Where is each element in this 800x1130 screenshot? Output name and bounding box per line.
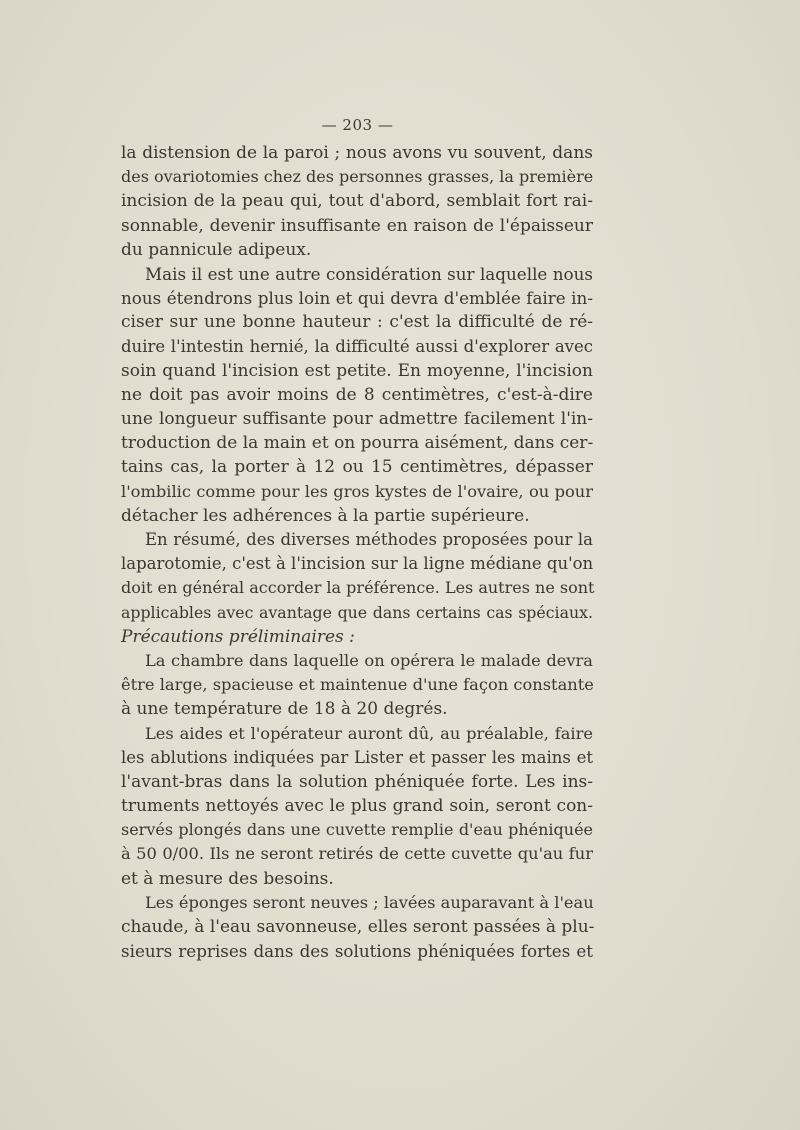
paragraph-start-line: Mais il est une autre considération sur laquelle nous [145, 263, 593, 284]
text-line: des ovariotomies chez des personnes grasses, la première [121, 167, 594, 187]
text-line: ne doit pas avoir moins de 8 centimètres, c'est-à-dire [121, 384, 593, 405]
text-line: l'avant-bras dans la solution phéniquée forte. Les ins- [121, 771, 593, 792]
section-heading: Précautions préliminaires : [121, 626, 355, 647]
text-line: applicables avec avantage que dans certains cas spéciaux. [121, 602, 593, 622]
text-line: sonnable, devenir insuffisante en raison de l'épaisseur [121, 215, 593, 236]
text-line: l'ombilic comme pour les gros kystes de l'ovaire, ou pour [121, 481, 593, 501]
paragraph-start-line: La chambre dans laquelle on opérera le malade devra [145, 650, 593, 670]
body-text [121, 141, 593, 963]
text-line: à 50 0/00. Ils ne seront retirés de cette cuvette qu'au fur [121, 844, 593, 864]
text-line: une longueur suffisante pour admettre facilement l'in- [121, 409, 593, 430]
text-line: incision de la peau qui, tout d'abord, semblait fort rai- [121, 191, 593, 212]
text-line: la distension de la paroi ; nous avons vu souvent, dans [121, 143, 593, 163]
text-line: à une température de 18 à 20 degrés. [121, 699, 448, 720]
text-line: laparotomie, c'est à l'incision sur la ligne médiane qu'on [121, 554, 594, 574]
text-line: troduction de la main et on pourra aisément, dans cer- [121, 433, 594, 454]
text-line: chaude, à l'eau savonneuse, elles seront passées à plu- [121, 917, 595, 937]
text-line: nous étendrons plus loin et qui devra d'emblée faire in- [121, 288, 593, 309]
text-line: servés plongés dans une cuvette remplie d'eau phéniquée [121, 820, 593, 840]
paragraph-start-line: Les éponges seront neuves ; lavées auparavant à l'eau [145, 892, 594, 912]
text-line: truments nettoyés avec le plus grand soin, seront con- [121, 796, 593, 817]
text-line: du pannicule adipeux. [121, 239, 312, 260]
paragraph-start-line: En résumé, des diverses méthodes proposées pour la [145, 530, 593, 549]
text-line: et à mesure des besoins. [121, 868, 334, 889]
paragraph-start-line: Les aides et l'opérateur auront dû, au préalable, faire [145, 723, 593, 743]
text-line: ciser sur une bonne hauteur : c'est la difficulté de ré- [121, 312, 593, 333]
text-line: doit en général accorder la préférence. Les autres ne sont [121, 578, 595, 598]
page-number: — 203 — [321, 116, 394, 134]
text-line: tains cas, la porter à 12 ou 15 centimètres, dépasser [121, 457, 593, 478]
text-line: soin quand l'incision est petite. En moyenne, l'incision [121, 360, 593, 381]
text-line: les ablutions indiquées par Lister et passer les mains et [121, 747, 593, 767]
text-line: détacher les adhérences à la partie supérieure. [121, 505, 530, 526]
text-line: duire l'intestin hernié, la difficulté aussi d'explorer avec [121, 336, 593, 356]
text-line: sieurs reprises dans des solutions phéniquées fortes et [121, 941, 593, 962]
text-line: être large, spacieuse et maintenue d'une façon constante [121, 675, 594, 695]
